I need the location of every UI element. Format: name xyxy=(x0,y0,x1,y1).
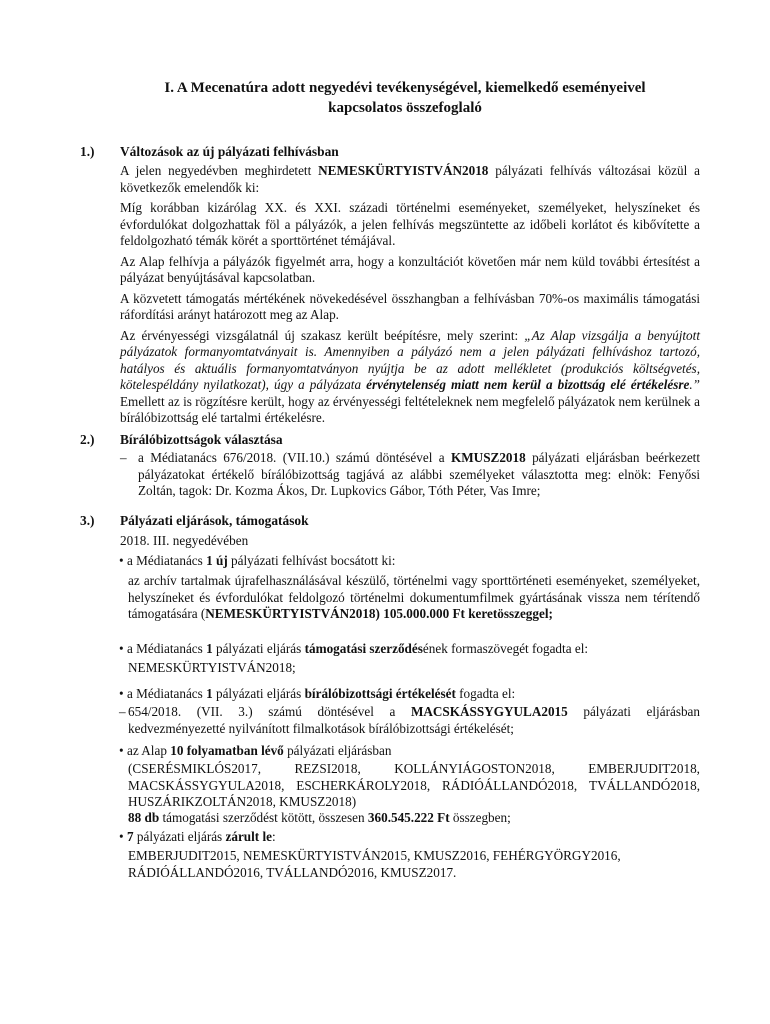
codes-row-1 xyxy=(128,761,700,778)
quote-bold-italic: érvénytelenség miatt nem kerül a bizottság elé értékelésre xyxy=(366,377,690,392)
bold-run: bírálóbizottsági értékelését xyxy=(304,686,456,701)
section-1-number: 1.) xyxy=(80,144,95,159)
text-run: a Médiatanács 676/2018. (VII.10.) számú döntésével a xyxy=(138,450,451,465)
code-item: MACSKÁSSYGYULA2018, xyxy=(128,777,285,793)
text-run: : xyxy=(272,829,276,844)
section-3-bullet-5 xyxy=(119,829,699,846)
bold-run: zárult le xyxy=(225,829,273,844)
text-run: fogadta el: xyxy=(455,686,516,701)
bullet-marker: • xyxy=(119,743,124,758)
text-run: a Médiatanács xyxy=(127,641,207,656)
text-run: A jelen negyedévben meghirdetett xyxy=(120,163,319,178)
section-1-paragraph-3: Az Alap felhívja a pályázók figyelmét arra, hogy a konzultációt követően már nem küld további értesítést a pályázat benyújtásával kapcsolatban. xyxy=(120,253,700,285)
closed-calls-line-2: RÁDIÓÁLLANDÓ2016, TVÁLLANDÓ2016, KMUSZ2017. xyxy=(128,864,457,880)
section-3-bullet-2-detail: NEMESKÜRTYISTVÁN2018; xyxy=(128,660,296,675)
section-3-heading xyxy=(80,512,309,529)
section-2-dash-item xyxy=(120,450,700,500)
section-1-paragraph-2: Míg korábban kizárólag XX. és XXI. századi történelmi eseményeket, személyeket, helyszíneket és évfordulókat dolgozhattak föl a pályázók, a jelen felhívás megszüntette az időbeli korlátot és kibővítette a feldolgozható témák körét a sporttörténet témájával. xyxy=(120,200,700,248)
section-3-bullet-1-detail xyxy=(128,573,700,623)
bullet-marker: • xyxy=(119,641,124,656)
bold-run: 360.545.222 Ft xyxy=(367,810,450,825)
code-item: (CSERÉSMIKLÓS2017, xyxy=(128,761,261,776)
closed-calls-line-1: EMBERJUDIT2015, NEMESKÜRTYISTVÁN2015, KMUSZ2016, FEHÉRGYÖRGY2016, xyxy=(128,848,621,863)
text-run: pályázati eljárás xyxy=(212,641,305,656)
text-run: pályázati felhívást bocsátott ki: xyxy=(227,553,396,568)
text-run: pályázati eljárásban xyxy=(283,743,392,758)
detail-paragraph xyxy=(128,573,700,623)
section-3-bullet-3 xyxy=(119,686,699,703)
section-2-title: Bírálóbizottságok választása xyxy=(120,432,283,447)
call-name-bold: KMUSZ2018 xyxy=(450,450,526,465)
section-3-bullet-4 xyxy=(119,743,699,760)
title-line-2: kapcsolatos összefoglaló xyxy=(328,100,482,116)
section-2-body xyxy=(120,450,700,500)
text-run: 654/2018. (VII. 3.) számú döntésével a xyxy=(128,704,411,719)
text-run: pályázati eljárásban kedvezményezetté nyilvánított filmalkotások bírálóbizottsági értékelését; xyxy=(128,704,700,736)
codes-row-3: HUSZÁRIKZOLTÁN2018, KMUSZ2018) xyxy=(128,794,357,809)
codes-row-2 xyxy=(128,778,700,795)
section-3-number: 3.) xyxy=(80,513,95,528)
code-item: EMBERJUDIT2018, xyxy=(588,761,700,776)
section-3-title: Pályázati eljárások, támogatások xyxy=(120,513,309,528)
text-run: a Médiatanács xyxy=(127,553,207,568)
dash-item xyxy=(119,704,700,737)
bold-run: 7 xyxy=(127,829,134,844)
bold-run: 88 db xyxy=(128,810,160,825)
text-run: pályázati eljárás xyxy=(212,686,305,701)
code-item: RÁDIÓÁLLANDÓ2018, xyxy=(442,777,578,793)
text-run: összegben; xyxy=(449,810,511,825)
dash-marker: – xyxy=(119,704,126,719)
section-3-bullet-5-detail xyxy=(128,848,700,881)
text-run: az Alap xyxy=(127,743,171,758)
text-run: támogatási szerződést kötött, összesen xyxy=(159,810,368,825)
text-run: Az érvényességi vizsgálatnál új szakasz került beépítésre, mely szerint: xyxy=(120,327,525,343)
bold-run: 10 folyamatban lévő xyxy=(170,743,284,758)
title-line-1: I. A Mecenatúra adott negyedévi tevékenységével, kiemelkedő eseményeivel xyxy=(164,80,646,96)
section-3-period: 2018. III. negyedévében xyxy=(120,533,249,548)
text-run: pályázati eljárás xyxy=(133,829,226,844)
section-1-paragraph-5 xyxy=(120,328,700,427)
text-run: pályázati eljárásban beérkezett pályázatokat értékelő bírálóbizottság tagjává az alábbi személyeket választotta meg: elnök: Fenyősi Zoltán, tagok: Dr. Kozma Ákos, Dr. Lupkovics Gábor, Tóth Péter, Vas Imre; xyxy=(138,450,701,498)
section-3-bullet-3-detail xyxy=(119,704,700,737)
bullet-marker: • xyxy=(119,829,124,844)
quote-italic: „Az Alap vizsgálja a benyújtott pályázatok formanyomtatványait is. Amennyiben a pályázó nem a jelen pályázati felhíváshoz tartozó, hatályos és aktuális formanyomtatványon nyújtja be az adott mellékletet (produkciós költségvetés, kötelespéldány nyilatkozat), úgy a pályázata xyxy=(120,327,700,392)
document-title xyxy=(80,78,730,118)
bold-run: MACSKÁSSYGYULA2015 xyxy=(410,704,568,719)
text-run: ének formaszövegét fogadta el: xyxy=(422,641,589,656)
bold-run: 1 új xyxy=(206,553,228,568)
bold-run: 1 xyxy=(206,641,213,656)
text-run: a Médiatanács xyxy=(127,686,207,701)
section-1-body xyxy=(120,163,700,431)
bullet-marker: • xyxy=(119,686,124,701)
section-3-bullet-2 xyxy=(119,641,699,658)
quote-end: .” xyxy=(689,377,700,392)
section-3-bullet-4-summary xyxy=(128,810,700,827)
text-run: az archív tartalmak újrafelhasználásával készülő, történelmi vagy sporttörténeti eseményeket, személyeket, helyszíneket és évfordulókat feldolgozó történelmi dokumentumfilmek gyártásának vissza nem térítendő támogatására ( xyxy=(128,573,700,621)
section-1-paragraph-1 xyxy=(120,163,700,196)
call-name-bold: NEMESKÜRTYISTVÁN2018 xyxy=(318,163,489,178)
text-run: Emellett az is rögzítésre került, hogy az érvényességi feltételeknek nem megfelelő pályázatok nem kerülnek a bírálóbizottság elé tartalmi értékelésre. xyxy=(120,393,700,425)
section-1-paragraph-4: A közvetett támogatás mértékének növekedésével összhangban a felhívásban 70%-os maximális támogatási ráfordítási arányt határozott meg az Alap. xyxy=(120,290,700,322)
section-2-number: 2.) xyxy=(80,432,95,447)
bullet-marker: • xyxy=(119,553,124,568)
section-3-bullet-4-codes xyxy=(128,761,700,811)
bold-run: támogatási szerződés xyxy=(304,641,423,656)
dash-marker: – xyxy=(120,450,127,465)
code-item: KOLLÁNYIÁGOSTON2018, xyxy=(394,761,555,776)
section-2-heading xyxy=(80,431,283,448)
text-run: pályázati felhívás változásai közül a következők emelendők ki: xyxy=(120,163,700,195)
section-1-title: Változások az új pályázati felhívásban xyxy=(120,144,339,159)
bold-run: 1 xyxy=(206,686,213,701)
bold-run: NEMESKÜRTYISTVÁN2018) 105.000.000 Ft keretösszeggel; xyxy=(205,606,553,621)
code-item: ESCHERKÁROLY2018, xyxy=(296,777,431,793)
code-item: TVÁLLANDÓ2018, xyxy=(589,777,700,793)
section-1-heading xyxy=(80,143,339,160)
code-item: REZSI2018, xyxy=(294,761,361,776)
section-3-bullet-1 xyxy=(119,553,699,570)
